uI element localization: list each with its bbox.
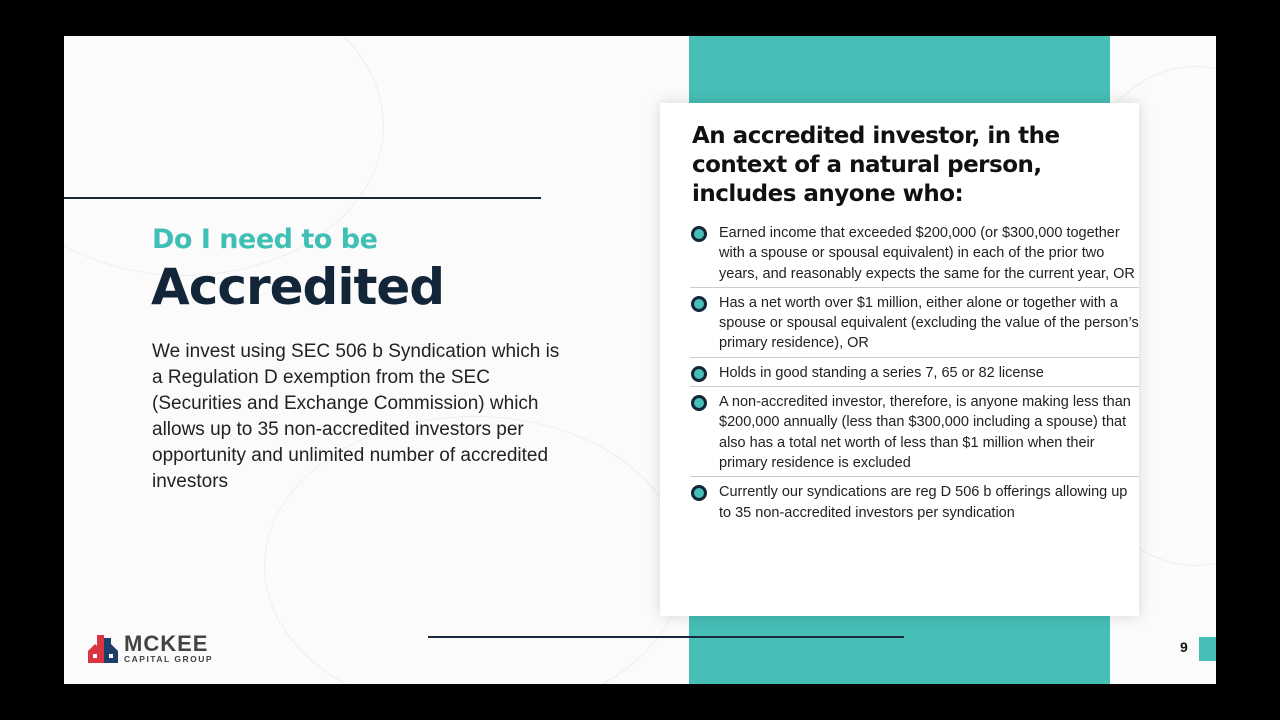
list-item-text: Earned income that exceeded $200,000 (or $300,000 together with a spouse or spousal equivalent) in each of the prior two years, and reasonably expects the same for the current year, OR <box>719 225 1135 282</box>
bullet-icon <box>691 366 707 382</box>
divider-line <box>64 197 541 199</box>
list-item <box>690 361 1139 387</box>
list-item-text: Holds in good standing a series 7, 65 or 82 license <box>719 364 1044 381</box>
page-tab-accent <box>1199 637 1216 661</box>
slide-kicker: Do I need to be <box>152 224 378 255</box>
list-item-text: Has a net worth over $1 million, either alone or together with a spouse or spousal equivalent (excluding the value of the person’s primary residence), OR <box>719 294 1139 352</box>
slide-body-text: We invest using SEC 506 b Syndication which is a Regulation D exemption from the SEC (Securities and Exchange Commission) which allows up to 35 non-accredited investors per opportunity and unlimited number of accredited investors <box>152 341 560 492</box>
logo-subtitle: CAPITAL GROUP <box>124 654 214 664</box>
company-logo <box>88 631 214 664</box>
criteria-list <box>690 221 1139 529</box>
list-item <box>690 480 1139 526</box>
list-item-text: A non-accredited investor, therefore, is anyone making less than $200,000 annually (less than $300,000 including a spouse) that also has a total net worth of less than $1 million when their primary residence is excluded <box>719 394 1131 471</box>
teal-image-panel <box>689 36 1110 106</box>
bullet-icon <box>691 485 707 501</box>
slide-title: Accredited <box>151 258 445 316</box>
list-item <box>690 291 1139 358</box>
bullet-icon <box>691 296 707 312</box>
buildings-icon <box>88 635 118 663</box>
slide <box>64 36 1216 684</box>
teal-image-panel <box>689 611 1110 684</box>
page-number: 9 <box>1180 639 1188 655</box>
card-title: An accredited investor, in the context of a natural person, includes anyone who: <box>692 123 1060 207</box>
bullet-icon <box>691 226 707 242</box>
logo-name: MCKEE <box>124 631 209 656</box>
list-item <box>690 390 1139 477</box>
list-item <box>690 221 1139 288</box>
divider-line <box>428 636 904 638</box>
list-item-text: Currently our syndications are reg D 506 b offerings allowing up to 35 non-accredited investors per syndication <box>719 484 1128 521</box>
bullet-icon <box>691 395 707 411</box>
criteria-card <box>660 103 1139 616</box>
